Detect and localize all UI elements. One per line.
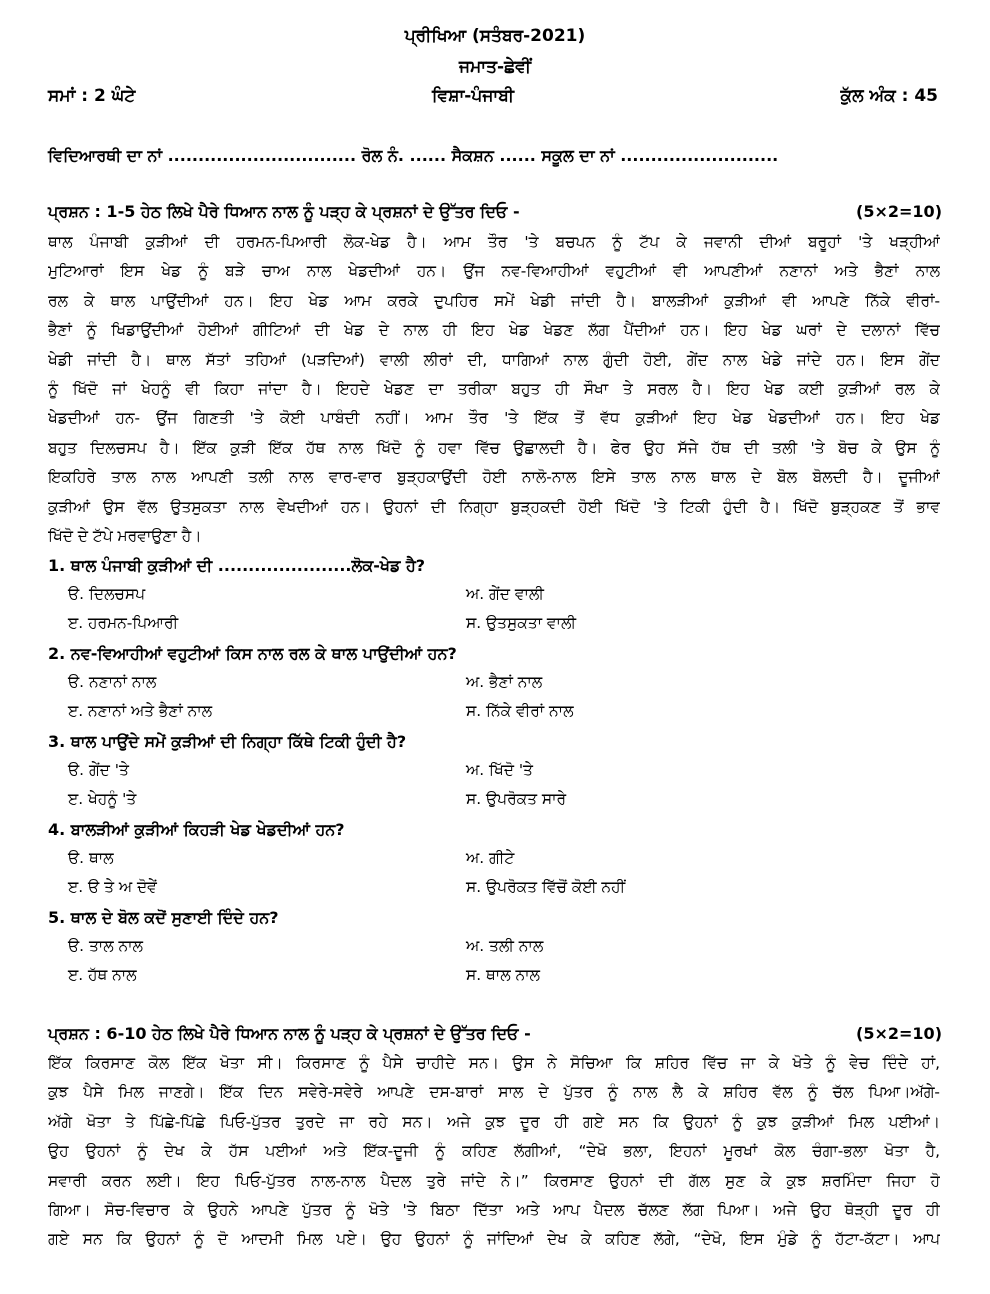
q2-option-c: ੲ. ਨਣਾਨਾਂ ਅਤੇ ਭੈਣਾਂ ਨਾਲ [68, 702, 213, 720]
passage-line: ਅੱਗੇ ਖੋਤਾ ਤੇ ਪਿੱਛੇ-ਪਿੱਛੇ ਪਿਓ-ਪੁੱਤਰ ਤੁਰਦੇ ਜਾ ਰਹੇ ਸਨ। ਅਜੇ ਕੁਝ ਦੂਰ ਹੀ ਗਏ ਸਨ ਕਿ ਉਹਨਾਂ ਨੂੰ ਕੁਝ ਕੁੜੀਆਂ ਮਿਲ ਪਈਆਂ। [48, 1112, 940, 1131]
total-marks-label: ਕੁੱਲ ਅੰਕ : 45 [840, 86, 938, 106]
q4-option-a: ੳ. ਥਾਲ [68, 849, 114, 867]
passage-line: ਉਹ ਉਹਨਾਂ ਨੂੰ ਦੇਖ ਕੇ ਹੱਸ ਪਈਆਂ ਅਤੇ ਇੱਕ-ਦੂਜੀ ਨੂੰ ਕਹਿਣ ਲੱਗੀਆਂ, “ਦੇਖੋ ਭਲਾ, ਇਹਨਾਂ ਮੂਰਖਾਂ ਕੋਲ ਚੰਗਾ-ਭਲਾ ਖੋਤਾ ਹੈ, [48, 1142, 940, 1161]
section1-passage [48, 228, 940, 551]
passage-line: ਖਿੱਦੋ ਦੇ ਟੱਪੇ ਮਰਵਾਉਣਾ ਹੈ। [48, 526, 202, 545]
q5-option-d: ਸ. ਥਾਲ ਨਾਲ [466, 966, 540, 984]
passage-line: ਮੁਟਿਆਰਾਂ ਇਸ ਖੇਡ ਨੂੰ ਬੜੇ ਚਾਅ ਨਾਲ ਖੇਡਦੀਆਂ ਹਨ। ਉਂਜ ਨਵ-ਵਿਆਹੀਆਂ ਵਹੁਟੀਆਂ ਵੀ ਆਪਣੀਆਂ ਨਣਾਨਾਂ ਅਤੇ ਭੈਣਾਂ ਨਾਲ [48, 262, 940, 281]
q3-option-a: ੳ. ਗੇਂਦ 'ਤੇ [68, 761, 129, 779]
question-4: 4. ਬਾਲੜੀਆਂ ਕੁੜੀਆਂ ਕਿਹੜੀ ਖੇਡ ਖੇਡਦੀਆਂ ਹਨ? [48, 820, 345, 839]
q1-option-b: ਅ. ਗੇਂਦ ਵਾਲੀ [466, 585, 544, 603]
q1-option-d: ਸ. ਉਤਸੁਕਤਾ ਵਾਲੀ [466, 614, 576, 632]
passage-line: ਕੁਝ ਪੈਸੇ ਮਿਲ ਜਾਣਗੇ। ਇੱਕ ਦਿਨ ਸਵੇਰੇ-ਸਵੇਰੇ ਆਪਣੇ ਦਸ-ਬਾਰਾਂ ਸਾਲ ਦੇ ਪੁੱਤਰ ਨੂੰ ਨਾਲ ਲੈ ਕੇ ਸ਼ਹਿਰ ਵੱਲ ਨੂੰ ਚੱਲ ਪਿਆ।ਅੱਗੇ- [48, 1083, 940, 1102]
q4-option-d: ਸ. ਉਪਰੋਕਤ ਵਿੱਚੋਂ ਕੋਈ ਨਹੀਂ [466, 878, 626, 896]
passage-line: ਇਕਹਿਰੇ ਤਾਲ ਨਾਲ ਆਪਣੀ ਤਲੀ ਨਾਲ ਵਾਰ-ਵਾਰ ਬੁੜ੍ਹਕਾਉਂਦੀ ਹੋਈ ਨਾਲੋ-ਨਾਲ ਇਸੇ ਤਾਲ ਨਾਲ ਥਾਲ ਦੇ ਬੋਲ ਬੋਲਦੀ ਹੈ। ਦੂਜੀਆਂ [48, 468, 940, 487]
q1-option-a: ੳ. ਦਿਲਚਸਪ [68, 585, 146, 603]
q4-option-c: ੲ. ੳ ਤੇ ਅ ਦੋਵੇਂ [68, 878, 157, 896]
passage-line: ਸਵਾਰੀ ਕਰਨ ਲਈ। ਇਹ ਪਿਓ-ਪੁੱਤਰ ਨਾਲ-ਨਾਲ ਪੈਦਲ ਤੁਰੇ ਜਾਂਦੇ ਨੇ।” ਕਿਰਸਾਣ ਉਹਨਾਂ ਦੀ ਗੱਲ ਸੁਣ ਕੇ ਕੁਝ ਸ਼ਰਮਿੰਦਾ ਜਿਹਾ ਹੋ [48, 1171, 940, 1190]
question-2: 2. ਨਵ-ਵਿਆਹੀਆਂ ਵਹੁਟੀਆਂ ਕਿਸ ਨਾਲ ਰਲ ਕੇ ਥਾਲ ਪਾਉਂਦੀਆਂ ਹਨ? [48, 644, 457, 663]
q2-option-a: ੳ. ਨਣਾਨਾਂ ਨਾਲ [68, 673, 157, 691]
passage-line: ਖੇਡੀ ਜਾਂਦੀ ਹੈ। ਥਾਲ ਸੱਤਾਂ ਤਹਿਆਂ (ਪੜਦਿਆਂ) ਵਾਲੀ ਲੀਰਾਂ ਦੀ, ਧਾਗਿਆਂ ਨਾਲ ਗੁੰਦੀ ਹੋਈ, ਗੇਂਦ ਨਾਲ ਖੇਡੇ ਜਾਂਦੇ ਹਨ। ਇਸ ਗੇਂਦ [48, 350, 940, 369]
passage-line: ਰਲ ਕੇ ਥਾਲ ਪਾਉਂਦੀਆਂ ਹਨ। ਇਹ ਖੇਡ ਆਮ ਕਰਕੇ ਦੁਪਹਿਰ ਸਮੇਂ ਖੇਡੀ ਜਾਂਦੀ ਹੈ। ਬਾਲੜੀਆਂ ਕੁੜੀਆਂ ਵੀ ਆਪਣੇ ਨਿੱਕੇ ਵੀਰਾਂ- [48, 291, 940, 310]
question-5: 5. ਥਾਲ ਦੇ ਬੋਲ ਕਦੋਂ ਸੁਣਾਈ ਦਿੰਦੇ ਹਨ? [48, 908, 279, 927]
subject-label: ਵਿਸ਼ਾ-ਪੰਜਾਬੀ [432, 86, 515, 106]
passage-line: ਬਹੁਤ ਦਿਲਚਸਪ ਹੈ। ਇੱਕ ਕੁੜੀ ਇੱਕ ਹੱਥ ਨਾਲ ਖਿੱਦੋ ਨੂੰ ਹਵਾ ਵਿੱਚ ਉਛਾਲਦੀ ਹੈ। ਫੇਰ ਉਹ ਸੱਜੇ ਹੱਥ ਦੀ ਤਲੀ 'ਤੇ ਬੋਚ ਕੇ ਉਸ ਨੂੰ [48, 438, 940, 457]
section2-marks: (5×2=10) [856, 1024, 942, 1043]
q3-option-d: ਸ. ਉਪਰੋਕਤ ਸਾਰੇ [466, 790, 567, 808]
question-1: 1. ਥਾਲ ਪੰਜਾਬੀ ਕੁੜੀਆਂ ਦੀ ......................ਲੋਕ-ਖੇਡ ਹੈ? [48, 556, 426, 575]
section1-title: ਪ੍ਰਸ਼ਨ : 1-5 ਹੇਠ ਲਿਖੇ ਪੈਰੇ ਧਿਆਨ ਨਾਲ ਨੂੰ ਪੜ੍ਹ ਕੇ ਪ੍ਰਸ਼ਨਾਂ ਦੇ ਉੱਤਰ ਦਿਓ - [48, 202, 520, 221]
q5-option-a: ੳ. ਤਾਲ ਨਾਲ [68, 937, 143, 955]
passage-line: ਕੁੜੀਆਂ ਉਸ ਵੱਲ ਉਤਸੁਕਤਾ ਨਾਲ ਵੇਖਦੀਆਂ ਹਨ। ਉਹਨਾਂ ਦੀ ਨਿਗ੍ਹਾ ਬੁੜ੍ਹਕਦੀ ਹੋਈ ਖਿੱਦੋ 'ਤੇ ਟਿਕੀ ਹੁੰਦੀ ਹੈ। ਖਿੱਦੋ ਬੁੜ੍ਹਕਣ ਤੋਂ ਭਾਵ [48, 497, 940, 516]
class-title: ਜਮਾਤ-ਛੇਵੀਂ [459, 57, 531, 77]
question-3: 3. ਥਾਲ ਪਾਉਂਦੇ ਸਮੇਂ ਕੁੜੀਆਂ ਦੀ ਨਿਗ੍ਹਾ ਕਿੱਥੇ ਟਿਕੀ ਹੁੰਦੀ ਹੈ? [48, 732, 407, 751]
passage-line: ਇੱਕ ਕਿਰਸਾਣ ਕੋਲ ਇੱਕ ਖੋਤਾ ਸੀ। ਕਿਰਸਾਣ ਨੂੰ ਪੈਸੇ ਚਾਹੀਦੇ ਸਨ। ਉਸ ਨੇ ਸੋਚਿਆ ਕਿ ਸ਼ਹਿਰ ਵਿੱਚ ਜਾ ਕੇ ਖੋਤੇ ਨੂੰ ਵੇਚ ਦਿੰਦੇ ਹਾਂ, [48, 1054, 940, 1072]
q2-option-d: ਸ. ਨਿੱਕੇ ਵੀਰਾਂ ਨਾਲ [466, 702, 574, 720]
passage-line: ਖੇਡਦੀਆਂ ਹਨ- ਉਂਜ ਗਿਣਤੀ 'ਤੇ ਕੋਈ ਪਾਬੰਦੀ ਨਹੀਂ। ਆਮ ਤੌਰ 'ਤੇ ਇੱਕ ਤੋਂ ਵੱਧ ਕੁੜੀਆਂ ਇਹ ਖੇਡ ਖੇਡਦੀਆਂ ਹਨ। ਇਹ ਖੇਡ [48, 409, 940, 428]
section1-marks: (5×2=10) [856, 202, 942, 221]
q5-option-b: ਅ. ਤਲੀ ਨਾਲ [466, 937, 544, 955]
passage-line: ਭੈਣਾਂ ਨੂੰ ਖਿਡਾਉਂਦੀਆਂ ਹੋਈਆਂ ਗੀਟਿਆਂ ਦੀ ਖੇਡ ਦੇ ਨਾਲ ਹੀ ਇਹ ਖੇਡ ਖੇਡਣ ਲੱਗ ਪੈਂਦੀਆਂ ਹਨ। ਇਹ ਖੇਡ ਘਰਾਂ ਦੇ ਦਲਾਨਾਂ ਵਿੱਚ [48, 321, 940, 340]
passage-line: ਗਿਆ। ਸੋਚ-ਵਿਚਾਰ ਕੇ ਉਹਨੇ ਆਪਣੇ ਪੁੱਤਰ ਨੂੰ ਖੋਤੇ 'ਤੇ ਬਿਠਾ ਦਿੱਤਾ ਅਤੇ ਆਪ ਪੈਦਲ ਚੱਲਣ ਲੱਗ ਪਿਆ। ਅਜੇ ਉਹ ਥੋੜ੍ਹੀ ਦੂਰ ਹੀ [48, 1200, 940, 1219]
section1-heading [48, 202, 942, 222]
q4-option-b: ਅ. ਗੀਟੇ [466, 849, 515, 867]
student-details-line: ਵਿਦਿਆਰਥੀ ਦਾ ਨਾਂ ............................... ਰੋਲ ਨੰ. ...... ਸੈਕਸ਼ਨ ...... ਸਕੂਲ ਦਾ ਨਾਂ .......................... [48, 146, 779, 165]
q2-option-b: ਅ. ਭੈਣਾਂ ਨਾਲ [466, 673, 543, 691]
header-row [48, 86, 938, 106]
q5-option-c: ੲ. ਹੱਥ ਨਾਲ [68, 966, 137, 984]
passage-line: ਥਾਲ ਪੰਜਾਬੀ ਕੁੜੀਆਂ ਦੀ ਹਰਮਨ-ਪਿਆਰੀ ਲੋਕ-ਖੇਡ ਹੈ। ਆਮ ਤੌਰ 'ਤੇ ਬਚਪਨ ਨੂੰ ਟੱਪ ਕੇ ਜਵਾਨੀ ਦੀਆਂ ਬਰੂਹਾਂ 'ਤੇ ਖੜ੍ਹੀਆਂ [48, 233, 940, 251]
section2-title: ਪ੍ਰਸ਼ਨ : 6-10 ਹੇਠ ਲਿਖੇ ਪੈਰੇ ਧਿਆਨ ਨਾਲ ਨੂੰ ਪੜ੍ਹ ਕੇ ਪ੍ਰਸ਼ਨਾਂ ਦੇ ਉੱਤਰ ਦਿਓ - [48, 1024, 531, 1043]
exam-title: ਪ੍ਰੀਖਿਆ (ਸਤੰਬਰ-2021) [404, 26, 586, 46]
passage-line: ਗਏ ਸਨ ਕਿ ਉਹਨਾਂ ਨੂੰ ਦੋ ਆਦਮੀ ਮਿਲ ਪਏ। ਉਹ ਉਹਨਾਂ ਨੂੰ ਜਾਂਦਿਆਂ ਦੇਖ ਕੇ ਕਹਿਣ ਲੱਗੇ, “ਦੇਖੋ, ਇਸ ਮੁੰਡੇ ਨੂੰ ਹੱਟਾ-ਕੱਟਾ। ਆਪ [48, 1230, 940, 1249]
section2-passage [48, 1049, 940, 1255]
q1-option-c: ੲ. ਹਰਮਨ-ਪਿਆਰੀ [68, 614, 179, 632]
time-label: ਸਮਾਂ : 2 ਘੰਟੇ [48, 86, 136, 106]
q3-option-c: ੲ. ਖੇਹਨੂੰ 'ਤੇ [68, 790, 137, 808]
passage-line: ਨੂੰ ਖਿੱਦੋ ਜਾਂ ਖੇਹਨੂੰ ਵੀ ਕਿਹਾ ਜਾਂਦਾ ਹੈ। ਇਹਦੇ ਖੇਡਣ ਦਾ ਤਰੀਕਾ ਬਹੁਤ ਹੀ ਸੌਖਾ ਤੇ ਸਰਲ ਹੈ। ਇਹ ਖੇਡ ਕਈ ਕੁੜੀਆਂ ਰਲ ਕੇ [48, 379, 940, 398]
section2-heading [48, 1024, 942, 1044]
q3-option-b: ਅ. ਖਿੱਦੋ 'ਤੇ [466, 761, 533, 779]
